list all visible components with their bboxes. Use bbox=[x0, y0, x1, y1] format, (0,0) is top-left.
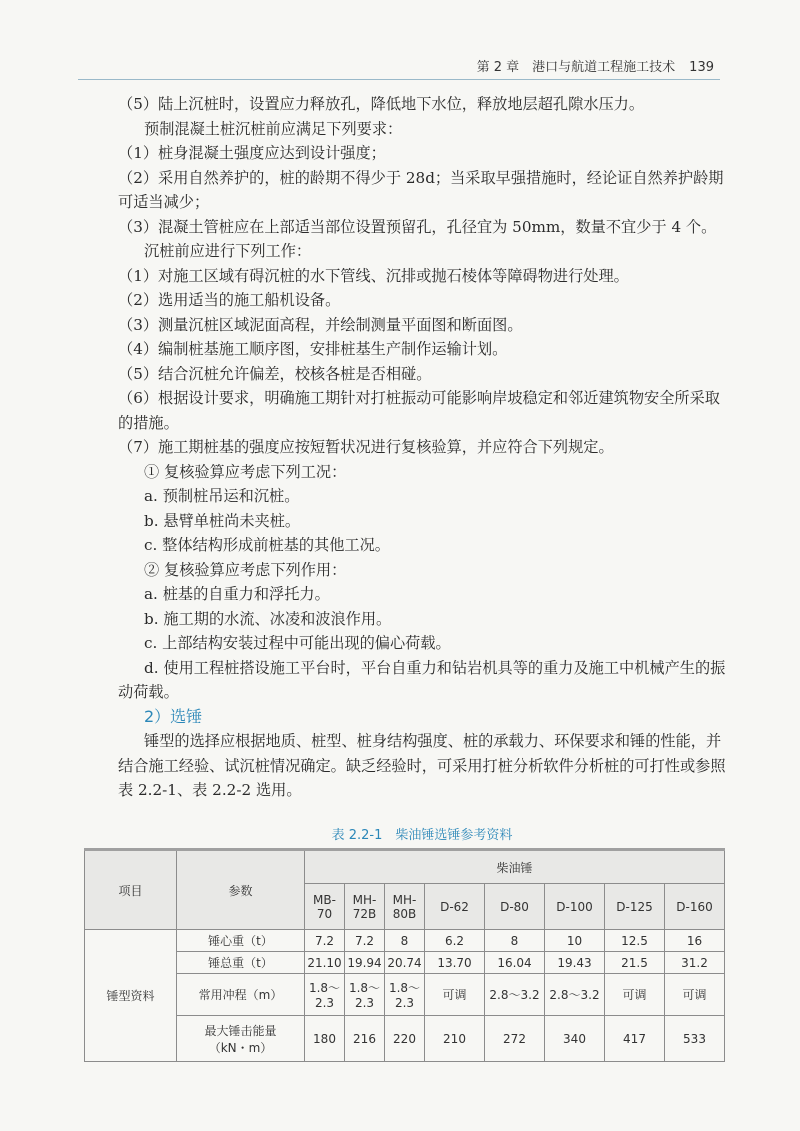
cell-text: 1.8～ bbox=[348, 981, 381, 995]
value-cell bbox=[605, 930, 665, 952]
paragraph: a. 预制桩吊运和沉桩。 bbox=[144, 487, 300, 505]
paragraph: c. 整体结构形成前桩基的其他工况。 bbox=[144, 536, 390, 554]
value-cell bbox=[345, 930, 385, 952]
paragraph: （1）对施工区域有碍沉桩的水下管线、沉排或抛石棱体等障碍物进行处理。 bbox=[118, 266, 629, 285]
cell-text: 31.2 bbox=[681, 955, 708, 970]
paragraph: b. 施工期的水流、冰凌和波浪作用。 bbox=[144, 609, 392, 628]
value-cell bbox=[665, 930, 725, 952]
paragraph: （5）陆上沉桩时，设置应力释放孔，降低地下水位，释放地层超孔隙水压力。 bbox=[118, 95, 645, 113]
header-param: 参数 bbox=[177, 850, 305, 930]
cell-text: 180 bbox=[313, 1031, 336, 1046]
cell-text: 7.2 bbox=[354, 933, 375, 948]
cell-text: 2.3 bbox=[354, 996, 375, 1010]
cell-text: MH- bbox=[392, 892, 417, 907]
cell-text: 12.5 bbox=[621, 933, 648, 948]
value-cell bbox=[545, 974, 605, 1016]
value-cell bbox=[425, 952, 485, 974]
cell-text: 可调 bbox=[682, 988, 707, 1002]
cell-text: 340 bbox=[563, 1031, 586, 1046]
cell-text: 19.94 bbox=[347, 955, 382, 970]
paragraph: （6）根据设计要求，明确施工期针对打桩振动可能影响岸坡稳定和邻近建筑物安全所采取的措施。 bbox=[118, 389, 720, 432]
value-cell bbox=[425, 974, 485, 1016]
value-cell bbox=[385, 930, 425, 952]
cell-text: 1.8～ bbox=[388, 981, 421, 995]
value-cell bbox=[345, 952, 385, 974]
param-cell bbox=[177, 1016, 305, 1062]
cell-text: 16.04 bbox=[497, 955, 532, 970]
paragraph: （3）测量沉桩区域泥面高程，并绘制测量平面图和断面图。 bbox=[118, 315, 523, 334]
value-cell bbox=[345, 974, 385, 1016]
cell-text: 1.8～ bbox=[308, 981, 341, 995]
value-cell bbox=[545, 1016, 605, 1062]
header-hammer-model bbox=[305, 884, 345, 930]
hammer-table bbox=[84, 848, 725, 1062]
cell-text: 80B bbox=[392, 906, 417, 921]
cell-text: 72B bbox=[352, 906, 377, 921]
value-cell bbox=[305, 1016, 345, 1062]
paragraph: （3）混凝土管桩应在上部适当部位设置预留孔，孔径宜为 50mm，数量不宜少于 4 个。 bbox=[118, 217, 717, 236]
value-cell bbox=[305, 930, 345, 952]
cell-text: （kN・m） bbox=[208, 1040, 273, 1055]
paragraph: 锤型的选择应根据地质、桩型、桩身结构强度、桩的承载力、环保要求和锤的性能，并结合施工经验、试沉桩情况确定。缺乏经验时，可采用打桩分析软件分析桩的可打性或参照表 2.2-1、表 2.2-2 选用。 bbox=[118, 732, 726, 799]
paragraph: （7）施工期桩基的强度应按短暂状况进行复核验算，并应符合下列规定。 bbox=[118, 438, 614, 456]
paragraph: （4）编制桩基施工顺序图，安排桩基生产制作运输计划。 bbox=[118, 340, 508, 358]
paragraph: b. 悬臂单桩尚未夹桩。 bbox=[144, 511, 301, 530]
cell-text: 锤心重（t） bbox=[208, 934, 273, 948]
header-hammer-model bbox=[385, 884, 425, 930]
header-hammer-model bbox=[665, 884, 725, 930]
cell-text: 可调 bbox=[622, 988, 647, 1002]
cell-text: 19.43 bbox=[557, 955, 592, 970]
cell-text: 21.10 bbox=[307, 955, 342, 970]
value-cell bbox=[485, 930, 545, 952]
header-hammer-model bbox=[485, 884, 545, 930]
page-number: 139 bbox=[689, 60, 714, 75]
cell-text: 6.2 bbox=[444, 933, 465, 948]
cell-text: 2.3 bbox=[314, 996, 335, 1010]
cell-text: 2.3 bbox=[394, 996, 415, 1010]
table-caption: 表 2.2-1 柴油锤选锤参考资料 bbox=[331, 828, 513, 843]
table-row bbox=[85, 952, 725, 974]
paragraph: 沉桩前应进行下列工作： bbox=[144, 242, 312, 260]
header-item: 项目 bbox=[85, 850, 177, 930]
value-cell bbox=[385, 952, 425, 974]
param-cell bbox=[177, 930, 305, 952]
cell-text: 可调 bbox=[442, 988, 467, 1002]
paragraph: a. 桩基的自重力和浮托力。 bbox=[144, 585, 330, 603]
table-row bbox=[85, 1016, 725, 1062]
cell-text: 2.8～3.2 bbox=[549, 988, 600, 1002]
header-hammer-model bbox=[545, 884, 605, 930]
paragraph: d. 使用工程桩搭设施工平台时，平台自重力和钻岩机具等的重力及施工中机械产生的振动荷载。 bbox=[118, 658, 726, 701]
cell-text: 20.74 bbox=[387, 955, 422, 970]
cell-text: 2.8～3.2 bbox=[489, 988, 540, 1002]
paragraph: （2）采用自然养护的，桩的龄期不得少于 28d；当采取早强措施时，经论证自然养护龄期可适当减少； bbox=[118, 168, 724, 211]
row-group-label: 锤型资料 bbox=[85, 930, 177, 1062]
value-cell bbox=[385, 974, 425, 1016]
value-cell bbox=[545, 930, 605, 952]
cell-text: 417 bbox=[623, 1031, 646, 1046]
paragraph: ② 复核验算应考虑下列作用： bbox=[144, 560, 347, 579]
cell-text: 8 bbox=[510, 933, 519, 948]
cell-text: D-80 bbox=[500, 899, 529, 914]
value-cell bbox=[665, 974, 725, 1016]
table-row bbox=[85, 930, 725, 952]
header-hammer-model bbox=[345, 884, 385, 930]
value-cell bbox=[665, 1016, 725, 1062]
cell-text: 220 bbox=[393, 1031, 416, 1046]
body-text bbox=[118, 92, 726, 803]
header-rule bbox=[78, 79, 720, 80]
paragraph: 预制混凝土桩沉桩前应满足下列要求： bbox=[144, 119, 403, 138]
cell-text: 10 bbox=[566, 933, 583, 948]
value-cell bbox=[425, 1016, 485, 1062]
cell-text: 210 bbox=[443, 1031, 466, 1046]
value-cell bbox=[345, 1016, 385, 1062]
header-group: 柴油锤 bbox=[305, 850, 725, 884]
paragraph: （5）结合沉桩允许偏差，校核各桩是否相碰。 bbox=[118, 364, 432, 383]
cell-text: 最大锤击能量 bbox=[204, 1023, 277, 1038]
header-hammer-model bbox=[605, 884, 665, 930]
cell-text: 16 bbox=[686, 933, 703, 948]
cell-text: D-100 bbox=[556, 899, 593, 914]
cell-text: 8 bbox=[400, 933, 409, 948]
paragraph: c. 上部结构安装过程中可能出现的偏心荷载。 bbox=[144, 634, 451, 652]
cell-text: MH- bbox=[352, 892, 377, 907]
cell-text: D-125 bbox=[616, 899, 653, 914]
cell-text: 21.5 bbox=[621, 955, 648, 970]
cell-text: 272 bbox=[503, 1031, 526, 1046]
chapter-title: 第 2 章 港口与航道工程施工技术 bbox=[476, 60, 676, 75]
section-heading: 2）选锤 bbox=[144, 706, 203, 726]
cell-text: 常用冲程（m） bbox=[198, 988, 283, 1002]
value-cell bbox=[385, 1016, 425, 1062]
cell-text: 70 bbox=[316, 906, 333, 921]
cell-text: D-160 bbox=[676, 899, 713, 914]
paragraph: （1）桩身混凝土强度应达到设计强度； bbox=[118, 144, 386, 162]
value-cell bbox=[485, 952, 545, 974]
value-cell bbox=[605, 974, 665, 1016]
table-row bbox=[85, 974, 725, 1016]
value-cell bbox=[305, 952, 345, 974]
cell-text: 533 bbox=[683, 1031, 706, 1046]
paragraph: ① 复核验算应考虑下列工况： bbox=[144, 462, 347, 481]
cell-text: 216 bbox=[353, 1031, 376, 1046]
param-cell bbox=[177, 952, 305, 974]
value-cell bbox=[485, 974, 545, 1016]
cell-text: 13.70 bbox=[437, 955, 472, 970]
cell-text: MB- bbox=[313, 892, 336, 907]
running-header bbox=[130, 56, 714, 75]
cell-text: 7.2 bbox=[314, 933, 335, 948]
value-cell bbox=[605, 952, 665, 974]
param-cell bbox=[177, 974, 305, 1016]
paragraph: （2）选用适当的施工船机设备。 bbox=[118, 291, 341, 309]
value-cell bbox=[425, 930, 485, 952]
value-cell bbox=[305, 974, 345, 1016]
value-cell bbox=[545, 952, 605, 974]
value-cell bbox=[485, 1016, 545, 1062]
value-cell bbox=[605, 1016, 665, 1062]
cell-text: 锤总重（t） bbox=[208, 956, 273, 970]
value-cell bbox=[665, 952, 725, 974]
cell-text: D-62 bbox=[440, 899, 469, 914]
header-hammer-model bbox=[425, 884, 485, 930]
